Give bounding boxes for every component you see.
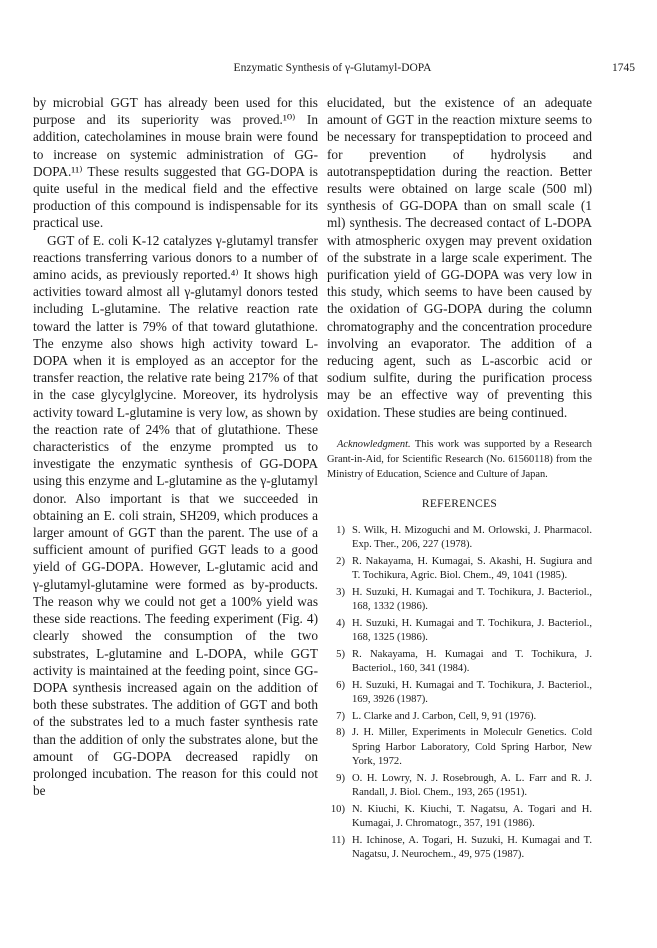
reference-number: 3): [336, 586, 345, 598]
references-heading: REFERENCES: [421, 498, 498, 511]
reference-number: 9): [336, 772, 345, 784]
reference-number: 10): [330, 803, 345, 815]
left-column: [33, 94, 318, 799]
reference-list: [327, 524, 592, 863]
reference-item: [327, 726, 592, 770]
reference-item: [327, 834, 592, 863]
reference-number: 7): [336, 710, 345, 722]
reference-text: R. Nakayama, H. Kumagai, S. Akashi, H. Sugiura and T. Tochikura, Agric. Biol. Chem., 49, 1041 (1985).: [352, 555, 592, 582]
reference-number: 2): [336, 555, 345, 567]
body-paragraph: GGT of E. coli K-12 catalyzes γ-glutamyl transfer reactions transferring various donors to a number of amino acids, as previously reported.⁴⁾ It shows high activities toward almost all γ-glutamyl donors tested including L-glutamine. The relative reaction rate toward the latter is 79% of that toward glutathione. The enzyme also shows high activity toward L-DOPA when it is employed as an acceptor for the transfer reaction, the relative rate being 217% of that in the case glycylglycine. Moreover, its hydrolysis activity toward L-glutamine is very low, as shown by the reaction rate of 24% that of glutathione. These characteristics of the enzyme prompted us to investigate the enzymatic synthesis of GG-DOPA using this enzyme and L-glutamine as the γ-glutamyl donor. Also important is that we succeeded in obtaining an E. coli strain, SH209, which produces a larger amount of GGT than the parent. The use of a sufficient amount of purified GGT leads to a good yield of GG-DOPA. However, L-glutamic acid and γ-glutamyl-glutamine were formed as by-products. The reason why we could not get a 100% yield was these side reactions. The feeding experiment (Fig. 4) clearly showed the consumption of the two substrates, L-glutamine and L-DOPA, while GGT activity is maintained at the feeding point, since GG-DOPA synthesis increased again on the addition of both these substrates. The addition of GGT and both of the substrates led to a much faster synthesis rate than the addition of only the substrates alone, but the amount of GG-DOPA decreased rapidly on prolonged incubation. The reason for this could not be: [33, 232, 318, 799]
running-header: [30, 62, 635, 78]
reference-text: H. Ichinose, A. Togari, H. Suzuki, H. Kumagai and T. Nagatsu, J. Neurochem., 49, 975 (1987).: [352, 834, 592, 861]
reference-text: H. Suzuki, H. Kumagai and T. Tochikura, J. Bacteriol., 169, 3926 (1987).: [352, 679, 592, 706]
reference-text: O. H. Lowry, N. J. Rosebrough, A. L. Farr and R. J. Randall, J. Biol. Chem., 193, 265 (1951).: [352, 772, 592, 799]
reference-item: [327, 555, 592, 584]
reference-text: N. Kiuchi, K. Kiuchi, T. Nagatsu, A. Togari and H. Kumagai, J. Chromatogr., 357, 191 (1986).: [352, 803, 592, 830]
reference-item: [327, 586, 592, 615]
reference-item: [327, 803, 592, 832]
reference-item: [327, 772, 592, 801]
body-paragraph: by microbial GGT has already been used for this purpose and its superiority was proved.¹⁰⁾ In addition, catecholamines in mouse brain were found to increase on systemic administration of GG-DOPA.¹¹⁾ These results suggested that GG-DOPA is quite useful in the medical field and the effective production of this compound is indispensable for its practical use.: [33, 95, 318, 231]
acknowledgment-label: Acknowledgment.: [337, 438, 411, 450]
reference-item: [327, 679, 592, 708]
reference-item: [327, 710, 592, 725]
right-column: [327, 94, 592, 865]
page-number: 1745: [612, 62, 635, 74]
reference-text: H. Suzuki, H. Kumagai and T. Tochikura, J. Bacteriol., 168, 1325 (1986).: [352, 617, 592, 644]
reference-number: 6): [336, 679, 345, 691]
reference-number: 8): [336, 727, 345, 739]
reference-text: S. Wilk, H. Mizoguchi and M. Orlowski, J. Pharmacol. Exp. Ther., 206, 227 (1978).: [352, 524, 592, 551]
reference-text: J. H. Miller, Experiments in Moleculr Genetics. Cold Spring Harbor Laboratory, Cold Spring Harbor, New York, 1972.: [352, 727, 592, 768]
reference-number: 11): [331, 834, 345, 846]
reference-number: 4): [336, 617, 345, 629]
reference-item: [327, 524, 592, 553]
body-paragraph: elucidated, but the existence of an adequate amount of GGT in the reaction mixture seems to be necessary for transpeptidation to proceed and for prevention of hydrolysis and autotranspeptidation during the reaction. Better results were obtained on large scale (500 ml) synthesis of GG-DOPA than on small scale (1 ml) synthesis. The decreased contact of L-DOPA with atmospheric oxygen may prevent oxidation of the substrate in a large scale experiment. The purification yield of GG-DOPA was very low in this study, which seems to have been caused by the oxidation of GG-DOPA during the column chromatography and the concentration procedure involving an evaporator. The addition of a reducing agent, such as L-ascorbic acid or sodium sulfite, during the purification process may be an effective way of preventing this oxidation. These studies are being continued.: [327, 95, 592, 420]
reference-number: 5): [336, 648, 345, 660]
reference-text: H. Suzuki, H. Kumagai and T. Tochikura, J. Bacteriol., 168, 1332 (1986).: [352, 586, 592, 613]
reference-text: L. Clarke and J. Carbon, Cell, 9, 91 (1976).: [352, 710, 537, 722]
reference-number: 1): [336, 524, 345, 536]
acknowledgment-text: This work was supported by a Research Grant-in-Aid, for Scientific Research (No. 61560118) from the Ministry of Education, Science and Culture of Japan.: [327, 438, 592, 481]
reference-text: R. Nakayama, H. Kumagai and T. Tochikura, J. Bacteriol., 160, 341 (1984).: [352, 648, 592, 675]
reference-item: [327, 648, 592, 677]
running-title: Enzymatic Synthesis of γ-Glutamyl-DOPA: [233, 62, 432, 74]
acknowledgment: [327, 437, 592, 483]
reference-item: [327, 617, 592, 646]
